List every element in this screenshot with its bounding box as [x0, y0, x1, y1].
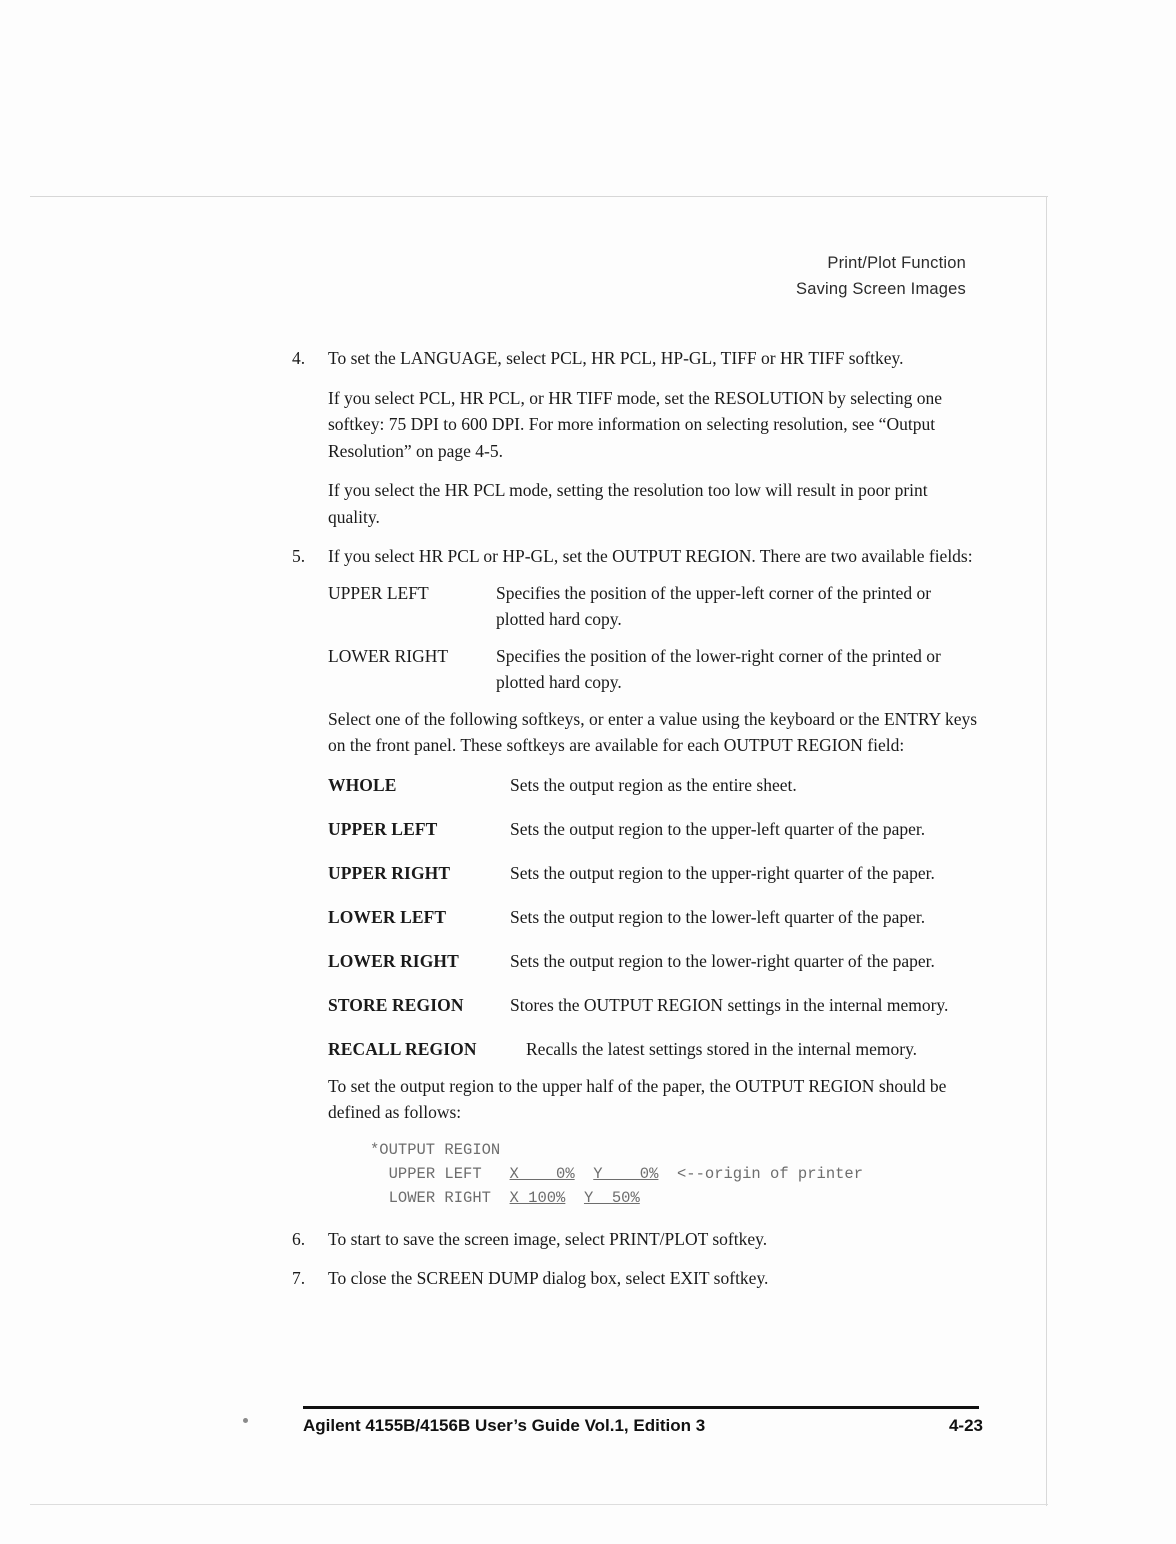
softkey-row — [328, 948, 982, 974]
example-title: *OUTPUT REGION — [370, 1140, 501, 1159]
softkey-label: UPPER RIGHT — [328, 862, 451, 883]
scan-border-bottom — [30, 1504, 1048, 1505]
softkey-label: UPPER LEFT — [328, 818, 438, 839]
example-row1-y: Y 0% — [593, 1164, 659, 1183]
softkey-description: Sets the output region to the lower-right quarter of the paper. — [510, 950, 935, 971]
list-item — [292, 345, 982, 530]
paragraph: To set the LANGUAGE, select PCL, HR PCL, HP-GL, TIFF or HR TIFF softkey. — [328, 348, 904, 368]
softkey-description: Sets the output region to the upper-right quarter of the paper. — [510, 862, 935, 883]
list-item — [292, 1265, 982, 1292]
softkey-description: Sets the output region to the lower-left quarter of the paper. — [510, 906, 926, 927]
list-item — [292, 1226, 982, 1253]
softkey-row — [328, 1036, 982, 1062]
paragraph: To start to save the screen image, select PRINT/PLOT softkey. — [328, 1228, 768, 1249]
softkey-label: LOWER LEFT — [328, 906, 447, 927]
paragraph: Select one of the following softkeys, or enter a value using the keyboard or the ENTRY keys on the front panel. These softkeys are available for each OUTPUT REGION field: — [328, 708, 978, 755]
step-number: 7. — [292, 1268, 306, 1288]
softkey-description: Stores the OUTPUT REGION settings in the internal memory. — [510, 994, 949, 1015]
softkey-description: Recalls the latest settings stored in the internal memory. — [526, 1038, 918, 1059]
header-line-2: Saving Screen Images — [795, 280, 966, 298]
definition-term: UPPER LEFT — [328, 582, 429, 603]
softkey-label: RECALL REGION — [328, 1038, 477, 1059]
scan-speck — [243, 1418, 248, 1423]
definition-row — [328, 580, 982, 632]
page-body — [292, 345, 982, 1305]
softkey-label: LOWER RIGHT — [328, 950, 459, 971]
footer-title: Agilent 4155B/4156B User’s Guide Vol.1, Edition 3 — [303, 1416, 706, 1435]
list-item — [292, 543, 982, 1210]
step-number: 6. — [292, 1228, 306, 1249]
step-body — [328, 543, 982, 1210]
paragraph: If you select PCL, HR PCL, or HR TIFF mode, set the RESOLUTION by selecting one softkey: 75 DPI to 600 DPI. For more information on selecting resolution, see “Output Resolution” on page 4-5. — [328, 387, 943, 461]
example-row1-note: <--origin of printer — [677, 1164, 864, 1183]
softkey-row — [328, 816, 982, 842]
step-body — [328, 345, 982, 530]
softkey-row — [328, 772, 982, 798]
softkey-description: Sets the output region to the upper-left quarter of the paper. — [510, 818, 926, 839]
paragraph: If you select the HR PCL mode, setting the resolution too low will result in poor print quality. — [328, 480, 928, 527]
softkey-row — [328, 992, 982, 1018]
footer-divider — [303, 1406, 979, 1409]
page-footer — [303, 1416, 983, 1436]
paragraph: If you select HR PCL or HP-GL, set the OUTPUT REGION. There are two available fields: — [328, 546, 973, 566]
example-code-block — [370, 1138, 982, 1210]
step-body — [328, 1226, 982, 1253]
definition-description: Specifies the position of the upper-left corner of the printed or plotted hard copy. — [496, 582, 932, 629]
paragraph: To set the output region to the upper half of the paper, the OUTPUT REGION should be defined as follows: — [328, 1075, 947, 1122]
softkey-row — [328, 860, 982, 886]
step-number: 5. — [292, 546, 306, 566]
example-row1-label: UPPER LEFT — [388, 1164, 482, 1183]
header-line-1: Print/Plot Function — [827, 254, 966, 272]
step-body — [328, 1265, 982, 1292]
page-header — [796, 250, 966, 302]
softkey-label: WHOLE — [328, 774, 397, 795]
scan-border-right — [1046, 196, 1047, 1506]
definition-description: Specifies the position of the lower-right corner of the printed or plotted hard copy. — [496, 645, 941, 692]
softkey-label: STORE REGION — [328, 994, 464, 1015]
example-row1-x: X 0% — [509, 1164, 575, 1183]
example-row2-y: Y 50% — [583, 1188, 640, 1207]
definition-row — [328, 643, 982, 695]
step-number: 4. — [292, 348, 306, 368]
definition-term: LOWER RIGHT — [328, 645, 449, 666]
page-number: 4-23 — [948, 1416, 983, 1435]
paragraph: To close the SCREEN DUMP dialog box, select EXIT softkey. — [328, 1268, 769, 1288]
example-row2-x: X 100% — [509, 1188, 566, 1207]
softkey-description: Sets the output region as the entire sheet. — [510, 774, 797, 795]
scan-border-top — [30, 196, 1048, 197]
example-row2-label: LOWER RIGHT — [388, 1188, 491, 1207]
softkey-row — [328, 904, 982, 930]
